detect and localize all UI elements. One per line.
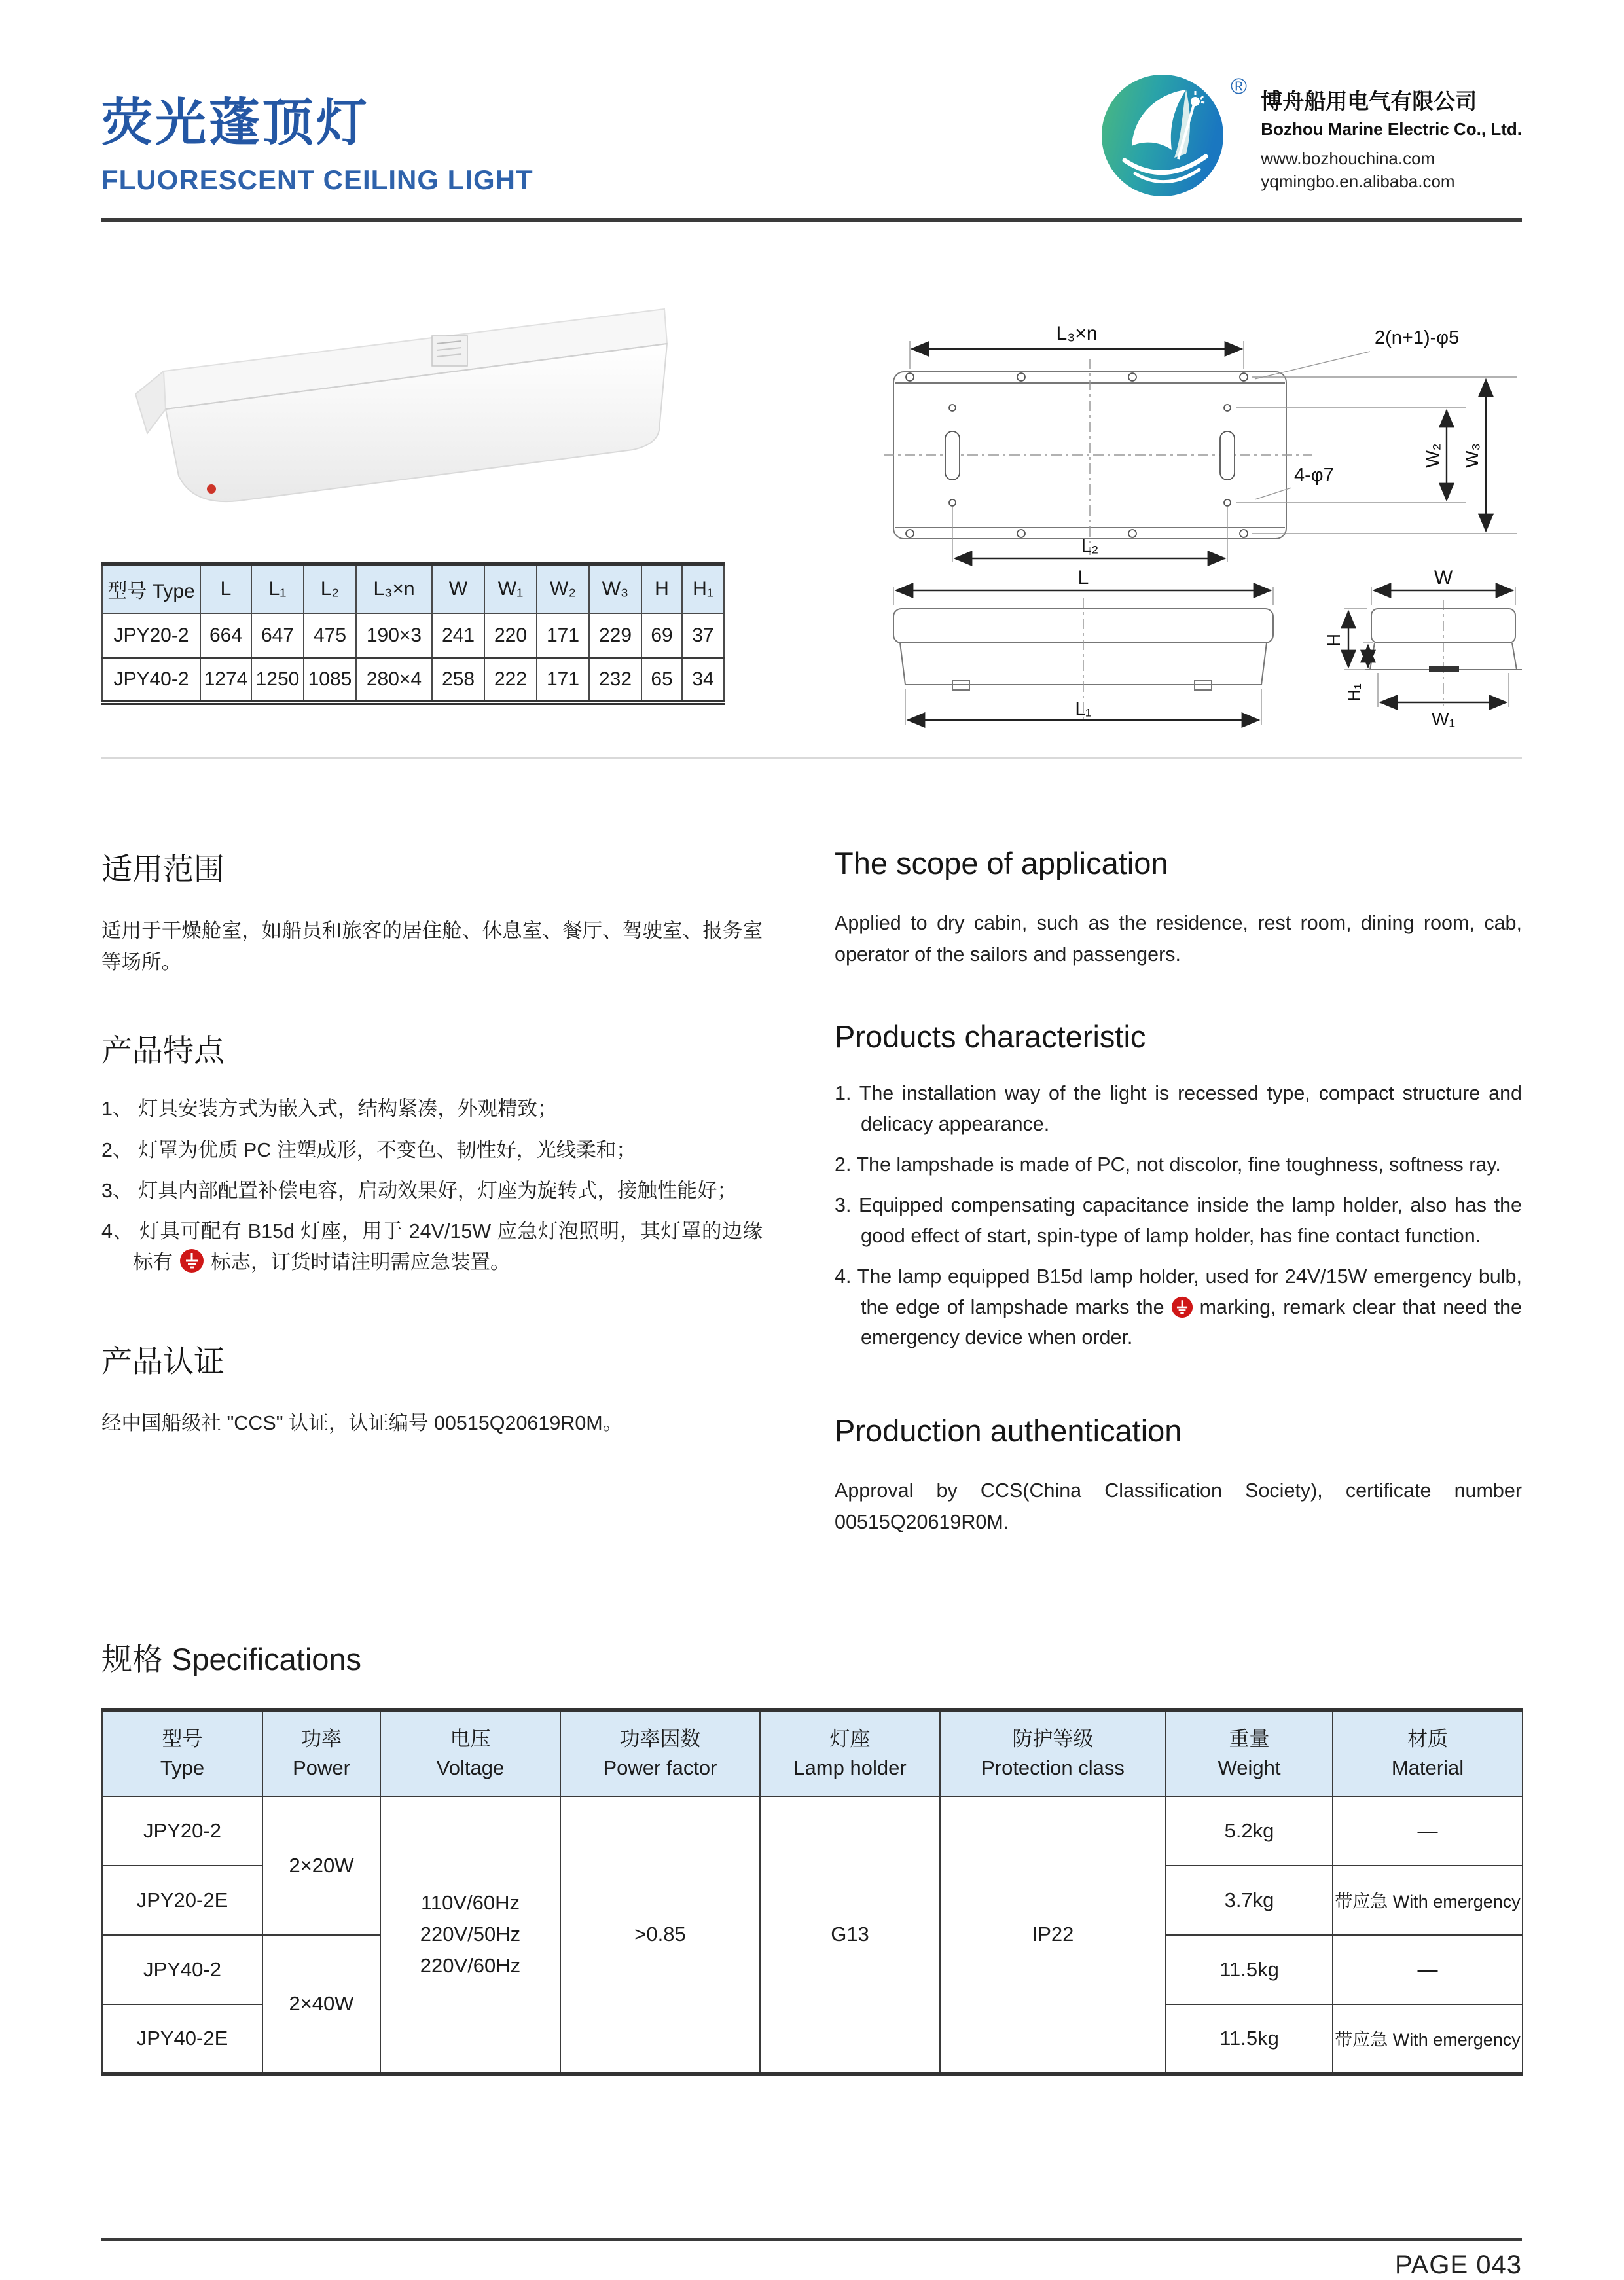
feature4-text-post: 标志，订货时请注明需应急装置。 (211, 1250, 511, 1273)
dim-cell: 190×3 (356, 613, 432, 658)
dim-cell: 647 (251, 613, 304, 658)
front-side-view-drawing (854, 568, 1522, 745)
table-row (102, 658, 724, 702)
spec-col-header: 型号 Type (102, 1710, 262, 1796)
technical-drawings (854, 273, 1522, 748)
front-centerline (1083, 598, 1443, 722)
spec-col-header: 防护等级 Protection class (940, 1710, 1166, 1796)
dim-col-header: W (432, 564, 484, 613)
features-heading-zh: 产品特点 (101, 1033, 225, 1068)
cert-heading-zh: 产品认证 (101, 1344, 225, 1379)
dim-label-l1: L₁ (1075, 698, 1092, 719)
registered-trademark-icon: ® (1231, 74, 1248, 99)
dim-col-header: L (200, 564, 251, 613)
spec-header-row (102, 1710, 1523, 1796)
page-number: PAGE 043 (1394, 2250, 1522, 2279)
spec-type-cell: JPY20-2 (102, 1796, 262, 1866)
dim-label-w2: W₂ (1422, 443, 1443, 468)
features-heading-en: Products characteristic (835, 1019, 1146, 1055)
dim-cell: 220 (484, 613, 537, 658)
company-website-1: www.bozhouchina.com (1261, 149, 1435, 168)
feature4-text-pre-en: 4. The lamp equipped B15d lamp holder, used for 24V/15W emergency bulb, the edge of lampshade marks the (835, 1265, 1522, 1318)
spec-protection-cell: IP22 (940, 1796, 1166, 2074)
dim-cell: 34 (682, 658, 724, 702)
top-view-drawing (854, 303, 1522, 565)
list-item (101, 1216, 763, 1277)
list-item: 1. The installation way of the light is recessed type, compact structure and delicacy appearance. (835, 1082, 1522, 1135)
cert-heading-en: Production authentication (835, 1413, 1182, 1449)
dim-cell: 241 (432, 613, 484, 658)
product-label-sticker (432, 336, 467, 366)
dim-cell: 280×4 (356, 658, 432, 702)
dim-cell: 1085 (304, 658, 356, 702)
feature4-text-pre: 4、 灯具可配有 B15d 灯座，用于 24V/15W 应急灯泡照明，其灯罩的边缘标有 (101, 1220, 763, 1273)
list-item: 3. Equipped compensating capacitance inside the lamp holder, also has the good effect of start, spin-type of lamp holder, has fine contact function. (835, 1194, 1522, 1247)
dim-label-w1: W₁ (1432, 709, 1455, 729)
dim-col-header: 型号 Type (102, 564, 200, 613)
scope-heading-en: The scope of application (835, 846, 1168, 880)
dim-cell: 664 (200, 613, 251, 658)
spec-power-cell: 2×20W (262, 1796, 380, 1935)
dim-label-l2: L₂ (1081, 535, 1099, 556)
dim-cell: 69 (641, 613, 682, 658)
product-left-column (101, 273, 824, 748)
emergency-mark-icon (1171, 1296, 1193, 1318)
page-title-block (101, 62, 533, 196)
dim-cell: 171 (537, 658, 589, 702)
side-view-outline (1365, 609, 1522, 670)
dim-label-w3: W₃ (1462, 443, 1482, 468)
list-item: 2、 灯罩为优质 PC 注塑成形，不变色、韧性好，光线柔和； (101, 1138, 636, 1161)
spec-col-header: 电压 Voltage (380, 1710, 560, 1796)
company-website-2: yqmingbo.en.alibaba.com (1261, 172, 1455, 191)
spec-type-cell: JPY20-2E (102, 1866, 262, 1935)
extension-lines-2 (893, 587, 1515, 725)
dim-col-header: W₁ (484, 564, 537, 613)
spec-power-cell: 2×40W (262, 1935, 380, 2074)
dim-label-holes-mid: 4-φ7 (1294, 465, 1334, 486)
spec-type-cell: JPY40-2 (102, 1935, 262, 2004)
spec-col-header: 灯座 Lamp holder (760, 1710, 940, 1796)
dim-label-holes-top: 2(n+1)-φ5 (1375, 327, 1460, 348)
scope-body-en: Applied to dry cabin, such as the residence, rest room, dining room, cab, operator of the sailors and passengers. (835, 912, 1522, 966)
page-title-en: FLUORESCENT CEILING LIGHT (101, 164, 533, 195)
spec-voltage-cell: 110V/60Hz 220V/50Hz 220V/60Hz (380, 1796, 560, 2074)
feature4-text-post-en: marking, remark clear that need the emergency device when order. (861, 1295, 1522, 1348)
footer-divider (101, 2238, 1522, 2241)
spec-material-cell: 带应急 With emergency (1333, 1866, 1523, 1935)
side-clip (1429, 666, 1459, 672)
dim-cell: 258 (432, 658, 484, 702)
product-section (101, 273, 1522, 748)
dim-cell: JPY20-2 (102, 613, 200, 658)
company-text-block (1261, 62, 1522, 192)
dim-cell: JPY40-2 (102, 658, 200, 702)
spec-lamp-holder-cell: G13 (760, 1796, 940, 2074)
ceiling-light-photo (135, 309, 667, 501)
spec-title: 规格 Specifications (101, 1641, 362, 1676)
features-list-en (835, 1078, 1522, 1352)
product-photo (101, 273, 717, 528)
dim-col-header: W₃ (589, 564, 641, 613)
table-row (102, 613, 724, 658)
cert-body-en: Approval by CCS(China Classification Society), certificate number 00515Q20619R0M. (835, 1479, 1522, 1534)
dimensions-table (101, 562, 725, 705)
features-list-zh (101, 1094, 763, 1277)
spec-weight-cell: 11.5kg (1166, 2004, 1333, 2074)
footer (101, 2238, 1522, 2280)
spec-weight-cell: 3.7kg (1166, 1866, 1333, 1935)
dim-cell: 475 (304, 613, 356, 658)
english-column (835, 845, 1522, 1538)
spec-material-cell: 带应急 With emergency (1333, 2004, 1523, 2074)
spec-weight-cell: 5.2kg (1166, 1796, 1333, 1866)
dim-col-header: W₂ (537, 564, 589, 613)
cert-body-zh: 经中国船级社 "CCS" 认证，认证编号 00515Q20619R0M。 (101, 1412, 623, 1435)
dim-label-w: W (1434, 567, 1453, 588)
company-logo (1096, 62, 1252, 204)
specifications-table (101, 1708, 1523, 2076)
dim-label-l: L (1077, 567, 1089, 588)
spec-material-cell: — (1333, 1796, 1523, 1866)
dim-col-header: L₁ (251, 564, 304, 613)
spec-weight-cell: 11.5kg (1166, 1935, 1333, 2004)
spec-col-header: 重量 Weight (1166, 1710, 1333, 1796)
scope-body-zh: 适用于干燥舱室，如船员和旅客的居住舱、休息室、餐厅、驾驶室、报务室等场所。 (101, 920, 763, 974)
spec-col-header: 功率 Power (262, 1710, 380, 1796)
dim-label-h: H (1324, 633, 1344, 647)
emergency-mark-icon (179, 1248, 204, 1273)
sailboat-logo-icon (1102, 75, 1223, 196)
spec-material-cell: — (1333, 1935, 1523, 2004)
dim-cell: 1274 (200, 658, 251, 702)
dim-cell: 171 (537, 613, 589, 658)
company-name-en: Bozhou Marine Electric Co., Ltd. (1261, 119, 1522, 139)
indicator-dot (207, 484, 216, 494)
dim-col-header: L₃×n (356, 564, 432, 613)
spec-type-cell: JPY40-2E (102, 2004, 262, 2074)
dim-label-h1: H₁ (1344, 683, 1363, 702)
dim-cell: 65 (641, 658, 682, 702)
company-brand (1096, 62, 1522, 204)
section-divider (101, 757, 1522, 759)
spec-power-factor-cell: >0.85 (560, 1796, 760, 2074)
spec-col-header: 材质 Material (1333, 1710, 1523, 1796)
list-item (835, 1261, 1522, 1352)
header (101, 62, 1522, 204)
dim-col-header: L₂ (304, 564, 356, 613)
chinese-column (101, 845, 763, 1538)
dim-cell: 229 (589, 613, 641, 658)
dim-cell: 37 (682, 613, 724, 658)
dim-cell: 1250 (251, 658, 304, 702)
dim-col-header: H (641, 564, 682, 613)
dim-cell: 222 (484, 658, 537, 702)
list-item: 1、 灯具安装方式为嵌入式，结构紧凑，外观精致； (101, 1098, 558, 1121)
table-row (102, 1796, 1523, 1866)
list-item: 2. The lampshade is made of PC, not discolor, fine toughness, softness ray. (835, 1153, 1501, 1176)
page-title-zh: 荧光蓬顶灯 (101, 94, 370, 151)
dimension-lines-2 (896, 590, 1513, 720)
scope-heading-zh: 适用范围 (101, 852, 225, 886)
company-name-zh: 博舟船用电气有限公司 (1261, 89, 1477, 113)
dim-label-l3n: L₃×n (1056, 323, 1098, 344)
spec-col-header: 功率因数 Power factor (560, 1710, 760, 1796)
dim-header-row (102, 564, 724, 613)
text-sections (101, 845, 1522, 1538)
dim-col-header: H₁ (682, 564, 724, 613)
header-divider (101, 218, 1522, 222)
list-item: 3、 灯具内部配置补偿电容，启动效果好，灯座为旋转式，接触性能好； (101, 1180, 737, 1203)
dim-cell: 232 (589, 658, 641, 702)
